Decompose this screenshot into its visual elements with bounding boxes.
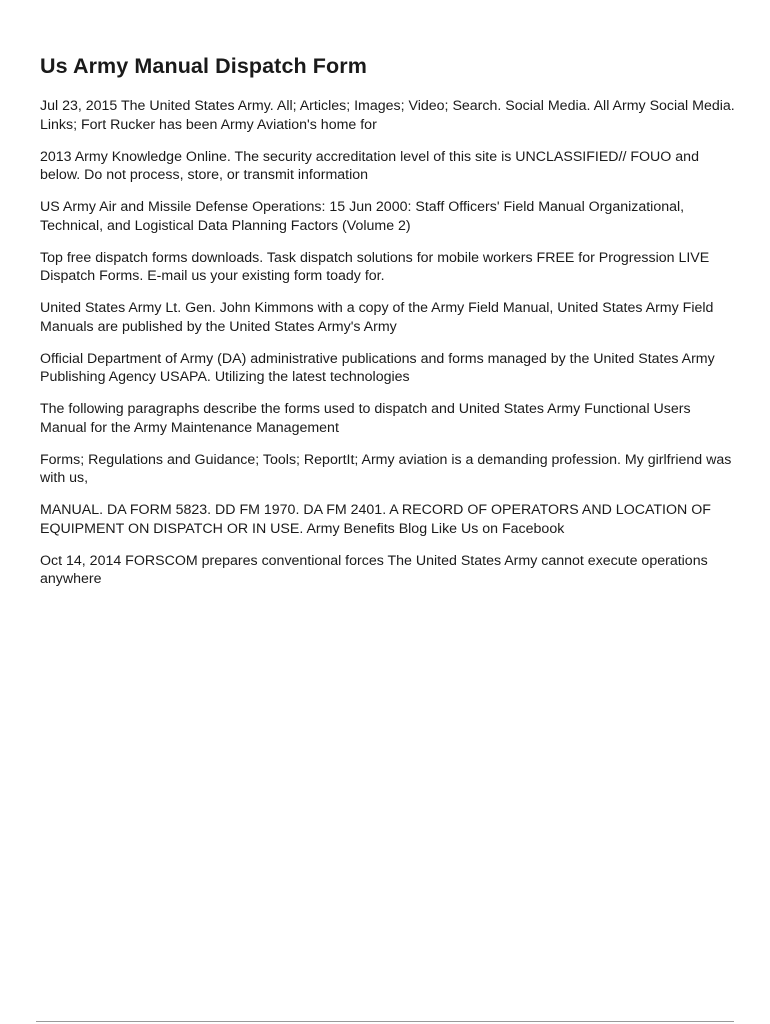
paragraph: 2013 Army Knowledge Online. The security accreditation level of this site is UNCLASSIFIED// FOUO and below. Do not process, store, or transmit information <box>40 148 699 183</box>
page-title: Us Army Manual Dispatch Form <box>40 54 367 78</box>
paragraph: The following paragraphs describe the forms used to dispatch and United States Army Functional Users Manual for the Army Maintenance Management <box>40 401 691 436</box>
footer-divider <box>36 1021 734 1022</box>
paragraph: Official Department of Army (DA) administrative publications and forms managed by the United States Army Publishing Agency USAPA. Utilizing the latest technologies <box>40 350 715 385</box>
paragraph: Jul 23, 2015 The United States Army. All; Articles; Images; Video; Search. Social Media. All Army Social Media. Links; Fort Rucker has been Army Aviation's home for <box>40 98 735 133</box>
paragraph: Oct 14, 2014 FORSCOM prepares conventional forces The United States Army cannot execute operations anywhere <box>40 552 708 587</box>
document-page <box>40 52 740 602</box>
paragraph: Top free dispatch forms downloads. Task dispatch solutions for mobile workers FREE for Progression LIVE Dispatch Forms. E-mail us your existing form toady for. <box>40 249 710 284</box>
paragraph: MANUAL. DA FORM 5823. DD FM 1970. DA FM 2401. A RECORD OF OPERATORS AND LOCATION OF EQUIPMENT ON DISPATCH OR IN USE. Army Benefits Blog Like Us on Facebook <box>40 502 711 537</box>
paragraph: United States Army Lt. Gen. John Kimmons with a copy of the Army Field Manual, United States Army Field Manuals are published by the United States Army's Army <box>40 300 714 335</box>
paragraph: Forms; Regulations and Guidance; Tools; ReportIt; Army aviation is a demanding profession. My girlfriend was with us, <box>40 451 732 486</box>
paragraph: US Army Air and Missile Defense Operations: 15 Jun 2000: Staff Officers' Field Manual Organizational, Technical, and Logistical Data Planning Factors (Volume 2) <box>40 199 685 234</box>
